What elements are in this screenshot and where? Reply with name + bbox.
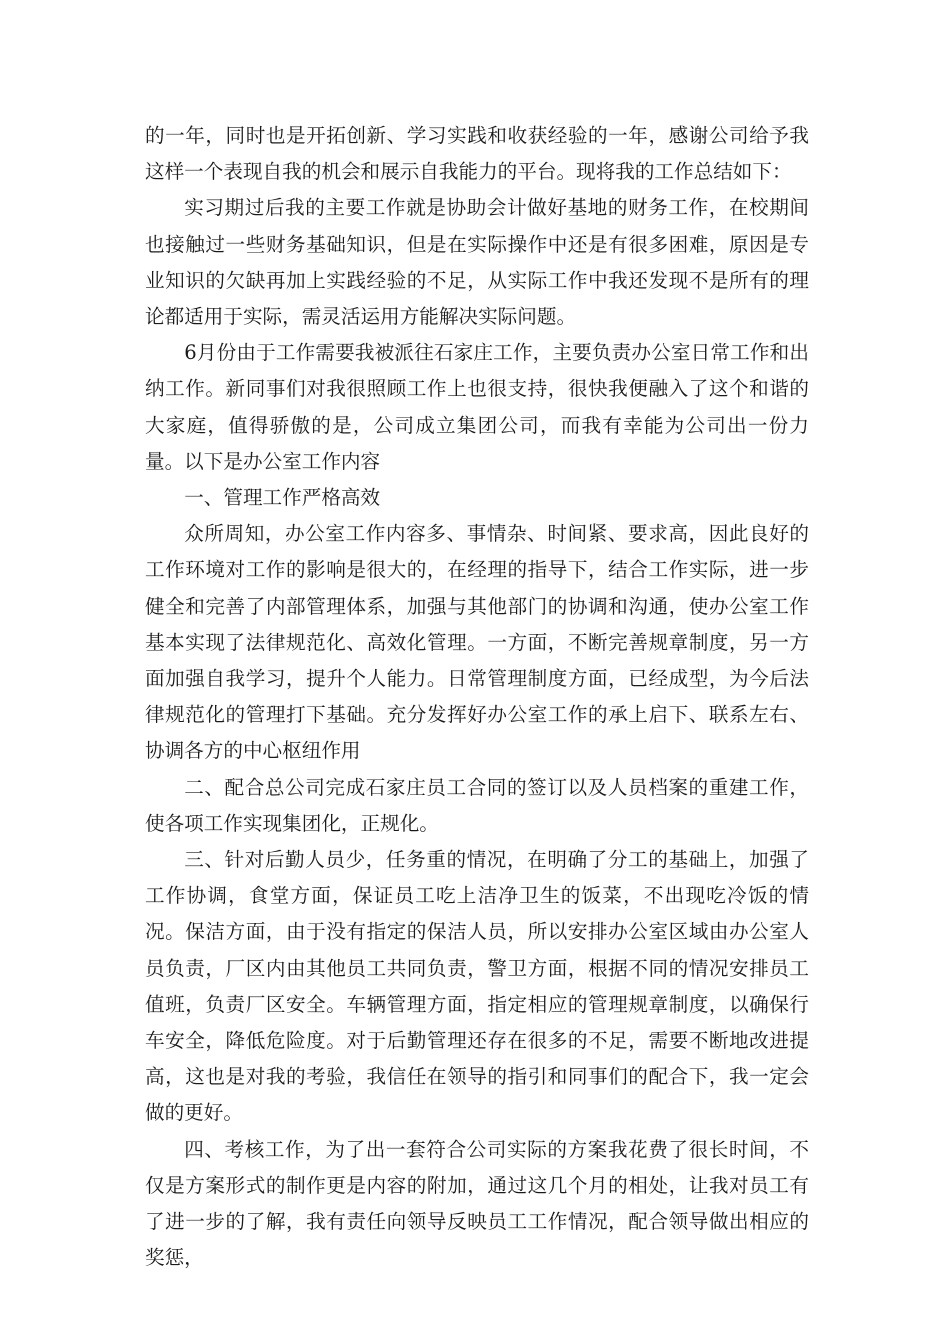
paragraph-office-management: 众所周知，办公室工作内容多、事情杂、时间紧、要求高，因此良好的工作环境对工作的影响是很大的，在经理的指导下，结合工作实际，进一步健全和完善了内部管理体系，加强与其他部门的协调和沟通，使办公室工作基本实现了法律规范化、高效化管理。一方面，不断完善规章制度，另一方面加强自我学习，提升个人能力。日常管理制度方面，已经成型，为今后法律规范化的管理打下基础。充分发挥好办公室工作的承上启下、联系左右、协调各方的中心枢纽作用 <box>145 522 809 763</box>
paragraph-contracts-archives: 二、配合总公司完成石家庄员工合同的签订以及人员档案的重建工作，使各项工作实现集团化，正规化。 <box>145 775 809 835</box>
paragraph-shijiazhuang-assignment: 6月份由于工作需要我被派往石家庄工作，主要负责办公室日常工作和出纳工作。新同事们对我很照顾工作上也很支持，很快我便融入了这个和谐的大家庭，值得骄傲的是，公司成立集团公司，而我有幸能为公司出一份力量。以下是办公室工作内容 <box>145 341 809 473</box>
paragraph-assessment: 四、考核工作，为了出一套符合公司实际的方案我花费了很长时间，不仅是方案形式的制作更是内容的附加，通过这几个月的相处，让我对员工有了进一步的了解，我有责任向领导反映员工工作情况，配合领导做出相应的奖惩， <box>145 1137 809 1270</box>
paragraph-intro-continuation: 的一年，同时也是开拓创新、学习实践和收获经验的一年，感谢公司给予我这样一个表现自我的机会和展示自我能力的平台。现将我的工作总结如下： <box>145 124 809 184</box>
section-heading-management: 一、管理工作严格高效 <box>184 486 381 510</box>
document-body <box>145 118 809 1277</box>
paragraph-logistics: 三、针对后勤人员少，任务重的情况，在明确了分工的基础上，加强了工作协调，食堂方面，保证员工吃上洁净卫生的饭菜，不出现吃冷饭的情况。保洁方面，由于没有指定的保洁人员，所以安排办公室区域由办公室人员负责，厂区内由其他员工共同负责，警卫方面，根据不同的情况安排员工值班，负责厂区安全。车辆管理方面，指定相应的管理规章制度，以确保行车安全，降低危险度。对于后勤管理还存在很多的不足，需要不断地改进提高，这也是对我的考验，我信任在领导的指引和同事们的配合下，我一定会做的更好。 <box>145 848 809 1125</box>
paragraph-internship-finance: 实习期过后我的主要工作就是协助会计做好基地的财务工作，在校期间也接触过一些财务基础知识，但是在实际操作中还是有很多困难，原因是专业知识的欠缺再加上实践经验的不足，从实际工作中我还发现不是所有的理论都适用于实际，需灵活运用方能解决实际问题。 <box>145 196 809 329</box>
